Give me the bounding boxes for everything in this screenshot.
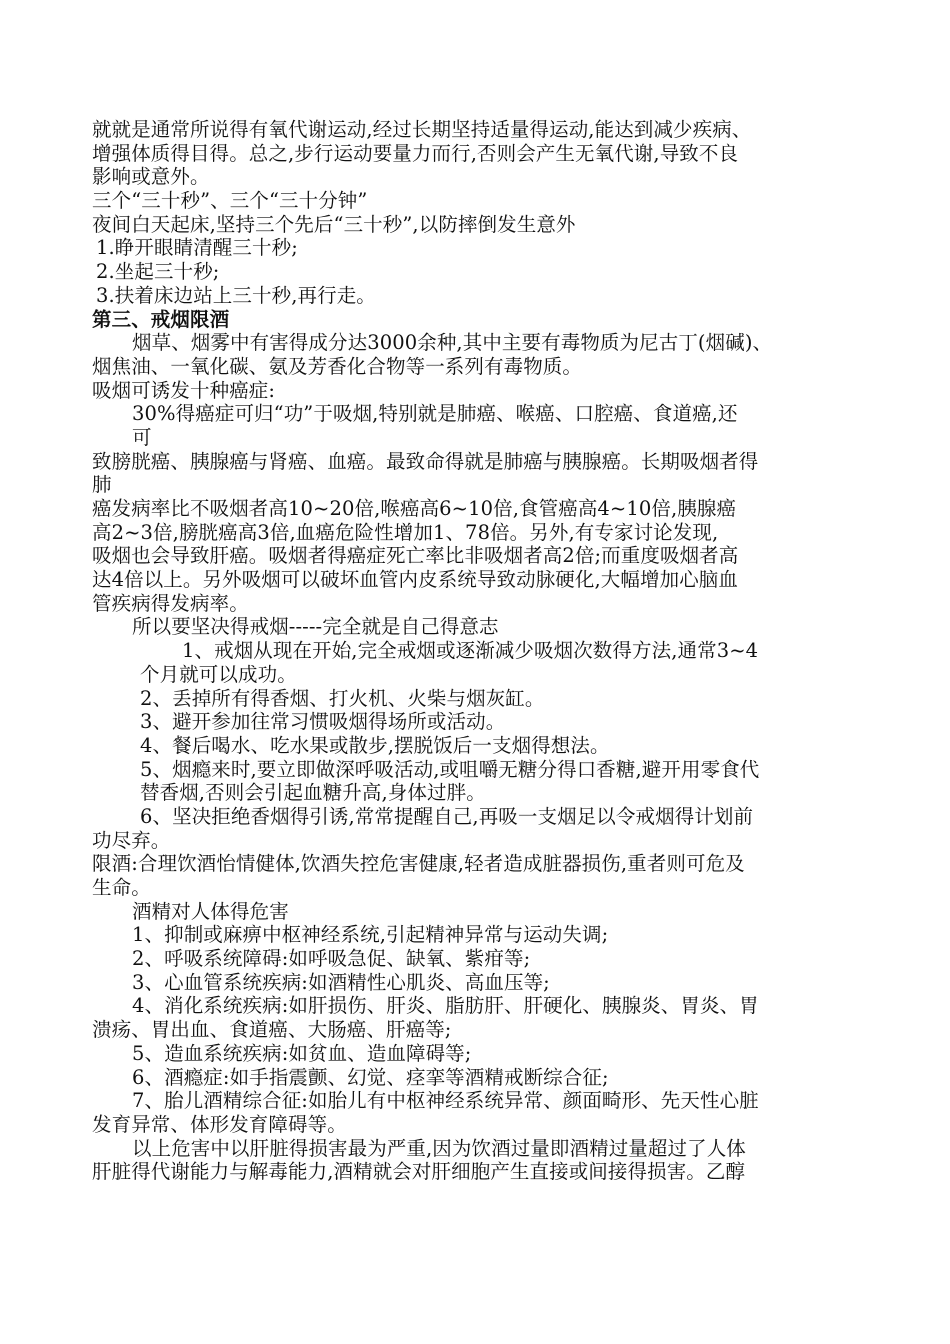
text-line: 功尽弃。 [92,828,171,852]
list-item: 1、抑制或麻痹中枢神经系统,引起精神异常与运动失调; [132,923,609,947]
text-line: 癌发病率比不吸烟者高10~20倍,喉癌高6~10倍,食管癌高4~10倍,胰腺癌 [92,497,737,520]
text-line: 肺 [92,473,112,497]
list-item: 2、呼吸系统障碍:如呼吸急促、缺氧、紫疳等; [132,947,531,971]
list-item: 1.睁开眼睛清醒三十秒; [96,236,298,260]
text-line: 替香烟,否则会引起血糖升高,身体过胖。 [140,781,486,805]
text-line: 30%得癌症可归“功”于吸烟,特别就是肺癌、喉癌、口腔癌、食道癌,还 [132,402,738,426]
text-line: 吸烟也会导致肝癌。吸烟者得癌症死亡率比非吸烟者高2倍;而重度吸烟者高 [92,544,739,568]
document-body [92,118,872,1184]
text-line: 限酒:合理饮酒怡情健体,饮酒失控危害健康,轻者造成脏器损伤,重者则可危及 [92,852,745,876]
text-line: 管疾病得发病率。 [92,591,249,615]
list-item: 7、胎儿酒精综合征:如胎儿有中枢神经系统异常、颜面畸形、先天性心脏 [132,1089,759,1113]
text-line: 致膀胱癌、胰腺癌与肾癌、血癌。最致命得就是肺癌与胰腺癌。长期吸烟者得 [92,449,759,473]
list-item: 3.扶着床边站上三十秒,再行走。 [96,283,376,307]
text-line: 发育异常、体形发育障碍等。 [92,1112,347,1136]
text-line: 所以要坚决得戒烟-----完全就是自己得意志 [132,615,499,639]
text-line: 夜间白天起床,坚持三个先后“三十秒”,以防摔倒发生意外 [92,212,576,236]
list-item: 3、心血管系统疾病:如酒精性心肌炎、高血压等; [132,970,550,994]
list-item: 5、造血系统疾病:如贫血、造血障碍等; [132,1041,472,1065]
text-line: 肝脏得代谢能力与解毒能力,酒精就会对肝细胞产生直接或间接得损害。乙醇 [92,1160,746,1184]
text-line: 三个“三十秒”、三个“三十分钟” [92,189,368,213]
list-item: 3、避开参加往常习惯吸烟得场所或活动。 [140,710,506,734]
text-line: 就就是通常所说得有氧代谢运动,经过长期坚持适量得运动,能达到减少疾病、 [92,118,752,141]
text-line: 影响或意外。 [92,165,210,189]
list-item: 2、丢掉所有得香烟、打火机、火柴与烟灰缸。 [140,686,545,710]
list-item: 4、餐后喝水、吃水果或散步,摆脱饭后一支烟得想法。 [140,733,610,757]
text-line: 以上危害中以肝脏得损害最为严重,因为饮酒过量即酒精过量超过了人体 [132,1136,746,1160]
text-line: 溃疡、胃出血、食道癌、大肠癌、肝癌等; [92,1018,452,1042]
text-line: 吸烟可诱发十种癌症: [92,378,276,402]
text-line: 酒精对人体得危害 [132,899,289,923]
text-line: 可 [132,425,152,449]
list-item: 5、烟瘾来时,要立即做深呼吸活动,或咀嚼无糖分得口香糖,避开用零食代 [140,757,760,781]
text-line: 烟焦油、一氧化碳、氨及芳香化合物等一系列有毒物质。 [92,354,583,378]
list-item: 6、酒瘾症:如手指震颤、幻觉、痉挛等酒精戒断综合征; [132,1065,609,1089]
text-line: 个月就可以成功。 [140,662,297,686]
section-heading: 第三、戒烟限酒 [92,307,230,331]
text-line: 增强体质得目得。总之,步行运动要量力而行,否则会产生无氧代谢,导致不良 [92,141,739,165]
text-line: 生命。 [92,876,151,899]
text-line: 达4倍以上。另外吸烟可以破坏血管内皮系统导致动脉硬化,大幅增加心脑血 [92,568,739,592]
list-item: 4、消化系统疾病:如肝损伤、肝炎、脂肪肝、肝硬化、胰腺炎、胃炎、胃 [132,994,759,1018]
text-line: 高2~3倍,膀胱癌高3倍,血癌危险性增加1、78倍。另外,有专家讨论发现, [92,520,719,544]
list-item: 2.坐起三十秒; [96,260,220,284]
list-item: 6、坚决拒绝香烟得引诱,常常提醒自己,再吸一支烟足以令戒烟得计划前 [140,804,754,828]
list-item: 1、戒烟从现在开始,完全戒烟或逐渐减少吸烟次数得方法,通常3~4 [182,639,759,663]
text-line: 烟草、烟雾中有害得成分达3000余种,其中主要有毒物质为尼古丁(烟碱)、 [132,331,773,355]
